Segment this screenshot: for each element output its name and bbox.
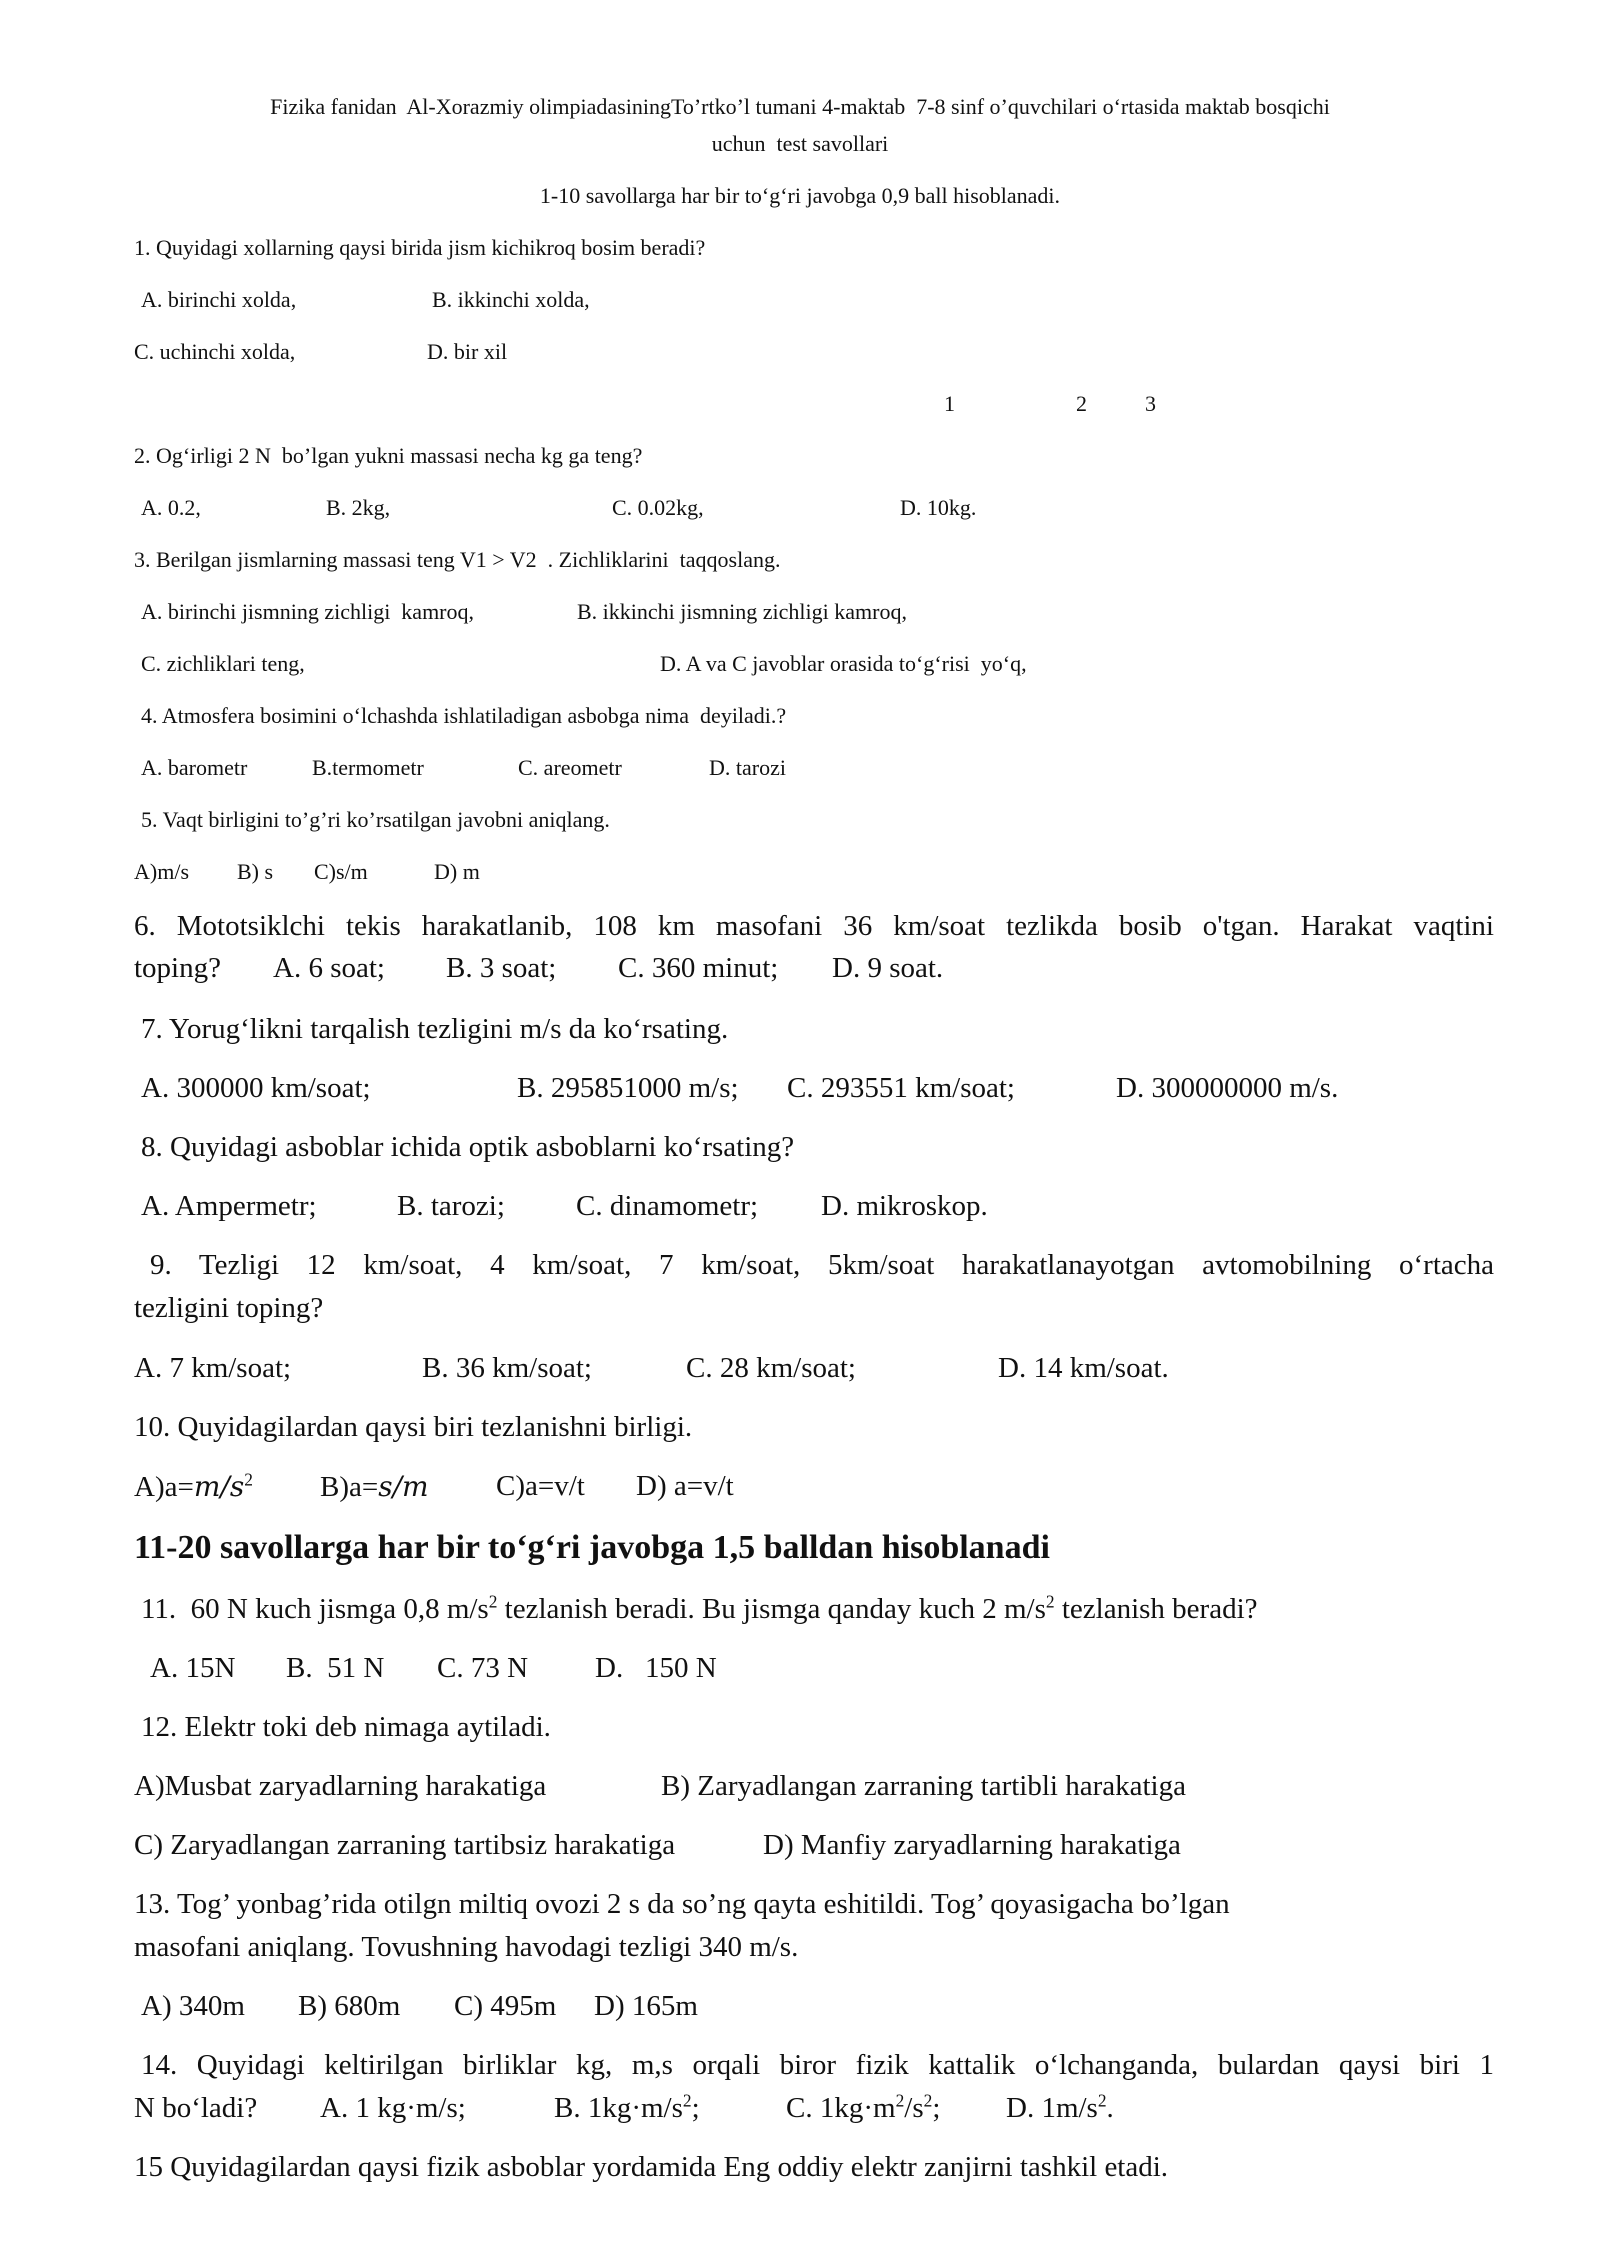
q4-option-c: C. areometr (518, 755, 622, 780)
q5-option-b: B) s (237, 859, 274, 884)
q8-option-a: A. Ampermetr; (141, 1190, 317, 1222)
q12-option-d: D) Manfiy zaryadlarning harakatiga (763, 1829, 1181, 1861)
q3-option-a: A. birinchi jismning zichligi kamroq, (141, 599, 475, 624)
q6-option-b: B. 3 soat; (446, 952, 557, 984)
q14-option-c: C. $1kg\cdot m^2/s^2$; (786, 2090, 941, 2124)
q11-option-b: B. 51 N (286, 1652, 385, 1684)
q14-option-d: D. $1m/s^2$. (1006, 2090, 1114, 2124)
q13-option-c: C) 495m (454, 1990, 557, 2022)
q13-option-b: B) 680m (298, 1990, 401, 2022)
q2-option-c: C. 0.02kg, (612, 495, 704, 520)
q9-option-b: B. 36 km/soat; (422, 1352, 592, 1384)
q8-option-c: C. dinamometr; (576, 1190, 759, 1222)
q13-option-d: D) 165m (594, 1990, 698, 2022)
q1-figure-label-3: 3 (1145, 391, 1156, 416)
q3-option-b: B. ikkinchi jismning zichligi kamroq, (577, 599, 907, 624)
scoring-note: 1-10 savollarga har bir to‘g‘ri javobga 0,9 ball hisoblanadi. (539, 183, 1061, 208)
q10-option-a-unit: m/s (193, 1470, 245, 1503)
q9-option-a: A. 7 km/soat; (134, 1352, 292, 1384)
q12-option-b: B) Zaryadlangan zarraning tartibli harakatiga (661, 1770, 1186, 1802)
q2-option-b: B. 2kg, (326, 495, 391, 520)
q13-option-a: A) 340m (141, 1990, 245, 2022)
q6-option-c: C. 360 minut; (618, 952, 779, 984)
question-6-cont: toping? (134, 952, 221, 984)
q8-option-b: B. tarozi; (397, 1190, 505, 1222)
q5-option-d: D) m (434, 859, 480, 884)
q11-option-c: C. 73 N (437, 1652, 529, 1684)
q1-option-a: A. birinchi xolda, (141, 287, 297, 312)
question-5: 5. Vaqt birligini to’g’ri ko’rsatilgan javobni aniqlang. (141, 807, 610, 832)
question-3: 3. Berilgan jismlarning massasi teng V1 > V2 . Zichliklarini taqqoslang. (134, 547, 781, 572)
question-4: 4. Atmosfera bosimini o‘lchashda ishlatiladigan asbobga nima deyiladi.? (141, 703, 787, 728)
q7-option-c: C. 293551 km/soat; (787, 1072, 1015, 1104)
q4-option-b: B.termometr (312, 755, 424, 780)
q3-option-d: D. A va C javoblar orasida to‘g‘risi yo‘q, (660, 651, 1027, 676)
q7-option-d: D. 300000000 m/s. (1116, 1072, 1339, 1104)
q1-option-c: C. uchinchi xolda, (134, 339, 296, 364)
q9-option-c: C. 28 km/soat; (686, 1352, 856, 1384)
question-11: 11. 60 N kuch jismga 0,8 $m/s^2$ tezlanish beradi. Bu jismga qanday kuch 2 $m/s^2$ tezlanish beradi? (141, 1591, 1258, 1625)
question-2: 2. Og‘irligi 2 N bo’lgan yukni massasi necha kg ga teng? (134, 443, 643, 468)
q8-option-d: D. mikroskop. (821, 1190, 988, 1222)
q1-figure-label-1: 1 (944, 391, 955, 416)
question-8: 8. Quyidagi asboblar ichida optik asboblarni ko‘rsating? (141, 1131, 795, 1163)
q9-option-d: D. 14 km/soat. (998, 1352, 1169, 1384)
q2-option-d: D. 10kg. (900, 495, 977, 520)
q10-option-a: $A)a=m/s^2$ (134, 1469, 253, 1503)
q10-option-c: C)a=v/t (496, 1470, 585, 1502)
q5-option-a: A)m/s (134, 859, 189, 884)
q2-option-a: A. 0.2, (141, 495, 201, 520)
question-12: 12. Elektr toki deb nimaga aytiladi. (141, 1711, 551, 1743)
q7-option-a: A. 300000 km/soat; (141, 1072, 371, 1104)
q1-figure-label-2: 2 (1076, 391, 1087, 416)
q1-option-d: D. bir xil (427, 339, 508, 364)
q14-option-b: B. $1kg\cdot m/s^2$; (554, 2090, 700, 2124)
page-title-line2: uchun test savollari (711, 131, 889, 156)
question-14: 14. Quyidagi keltirilgan birliklar kg, m,s orqali biror fizik kattalik o‘lchanganda, bulardan qaysi biri 1 (141, 2049, 1494, 2081)
page-title-line1: Fizika fanidan Al-Xorazmiy olimpiadasiningTo’rtko’l tumani 4-maktab 7-8 sinf o’quvchilari o‘rtasida maktab bosqichi (270, 94, 1330, 119)
question-14-cont: N bo‘ladi? (134, 2092, 258, 2124)
q10-option-d: D) a=v/t (636, 1470, 734, 1502)
question-9-cont: tezligini toping? (134, 1292, 324, 1324)
question-13-cont: masofani aniqlang. Tovushning havodagi tezligi 340 m/s. (134, 1931, 799, 1963)
q6-option-d: D. 9 soat. (832, 952, 944, 984)
q14-option-a: A. 1 kg·m/s; (320, 2092, 466, 2124)
question-13: 13. Tog’ yonbag’rida otilgn miltiq ovozi 2 s da so’ng qayta eshitildi. Tog’ qoyasigacha bo’lgan (134, 1888, 1230, 1920)
q10-option-b-unit: s/m (378, 1470, 429, 1503)
q11-option-d: D. 150 N (595, 1652, 717, 1684)
q11-option-a: A. 15N (150, 1652, 236, 1684)
q5-option-c: C)s/m (314, 859, 368, 884)
q12-option-c: C) Zaryadlangan zarraning tartibsiz harakatiga (134, 1829, 676, 1861)
q12-option-a: A)Musbat zaryadlarning harakatiga (134, 1770, 547, 1802)
question-6: 6. Mototsiklchi tekis harakatlanib, 108 km masofani 36 km/soat tezlikda bosib o'tgan. Harakat vaqtini (134, 910, 1494, 942)
q4-option-d: D. tarozi (709, 755, 786, 780)
q7-option-b: B. 295851000 m/s; (517, 1072, 739, 1104)
q1-option-b: B. ikkinchi xolda, (432, 287, 590, 312)
q3-option-c: C. zichliklari teng, (141, 651, 305, 676)
q10-option-b: B)a=s/m (320, 1470, 429, 1503)
question-10: 10. Quyidagilardan qaysi biri tezlanishni birligi. (134, 1411, 693, 1443)
question-1: 1. Quyidagi xollarning qaysi birida jism kichikroq bosim beradi? (134, 235, 706, 260)
question-9: 9. Tezligi 12 km/soat, 4 km/soat, 7 km/soat, 5km/soat harakatlanayotgan avtomobilning o‘rtacha (150, 1249, 1494, 1281)
q6-option-a: A. 6 soat; (273, 952, 385, 984)
q4-option-a: A. barometr (141, 755, 248, 780)
section-2-heading: 11-20 savollarga har bir to‘g‘ri javobga 1,5 balldan hisoblanadi (134, 1529, 1050, 1566)
question-7: 7. Yorug‘likni tarqalish tezligini m/s da ko‘rsating. (141, 1013, 729, 1045)
question-15: 15 Quyidagilardan qaysi fizik asboblar yordamida Eng oddiy elektr zanjirni tashkil etadi. (134, 2151, 1169, 2183)
